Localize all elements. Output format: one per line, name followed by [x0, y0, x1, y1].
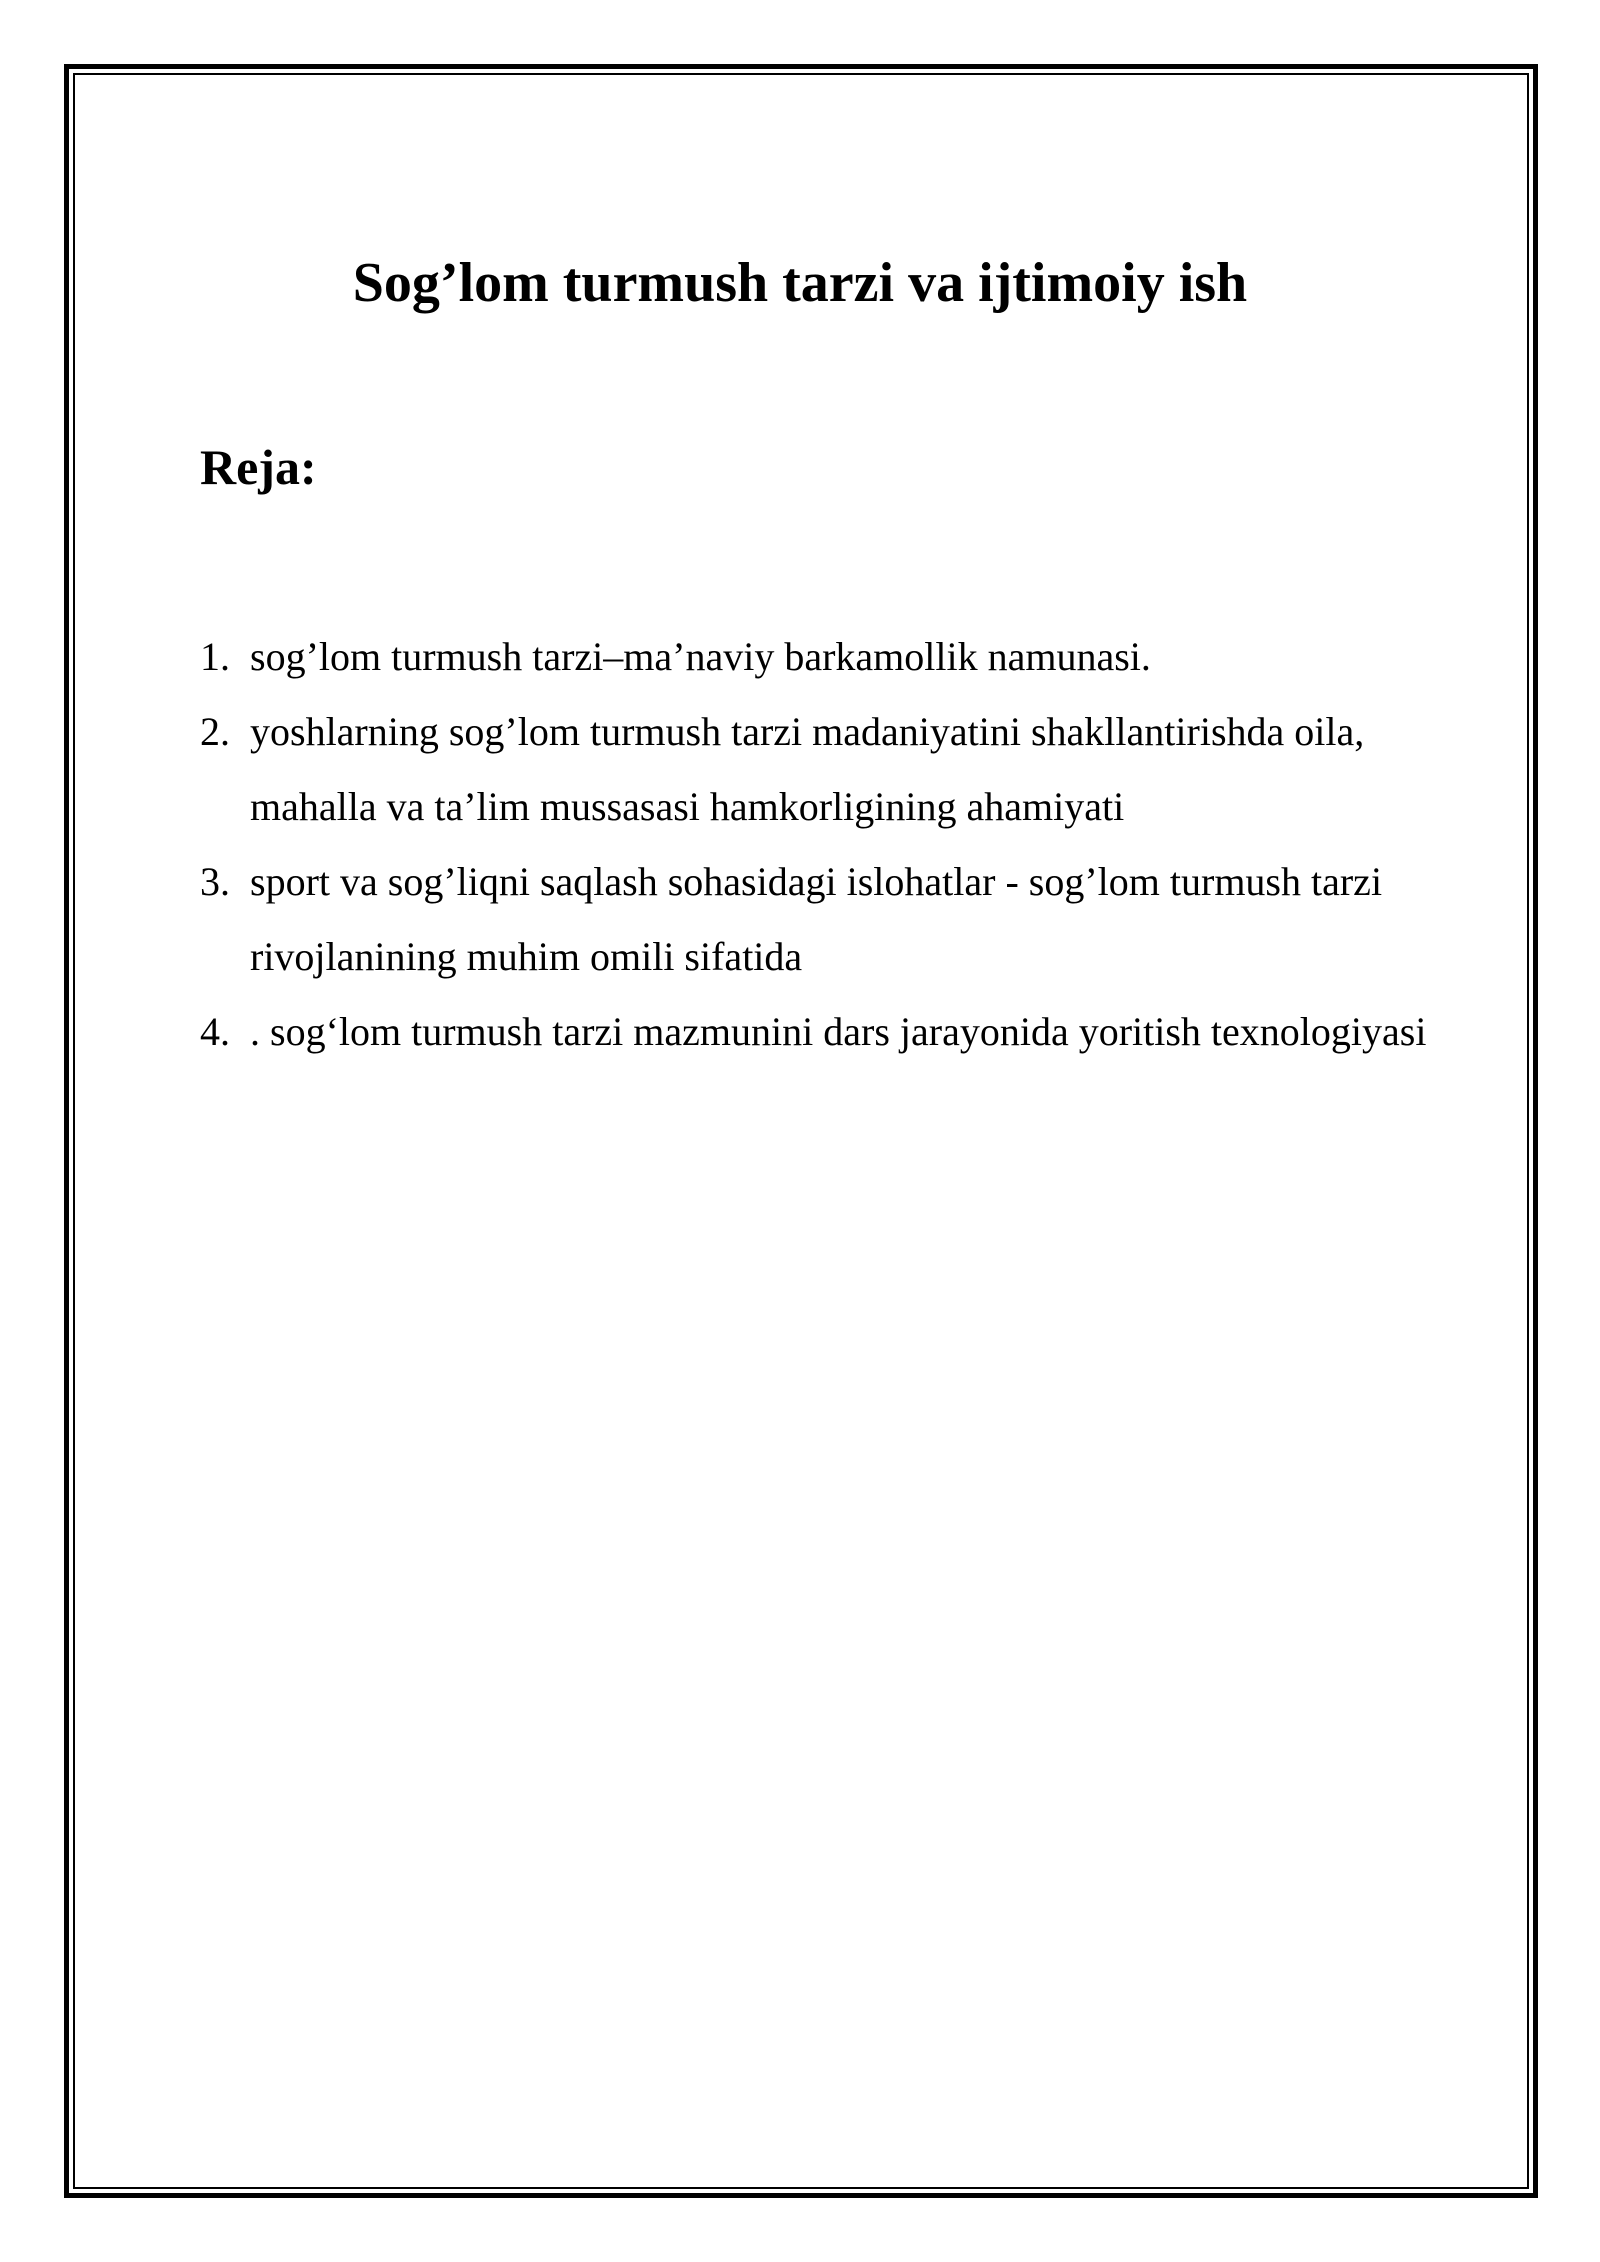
- plan-item: [200, 619, 1460, 694]
- plan-item: [200, 694, 1460, 844]
- plan-item-number: 4.: [200, 1009, 230, 1055]
- plan-list: [200, 619, 1460, 1069]
- plan-item-text: sog’lom turmush tarzi–ma’naviy barkamollik namunasi.: [250, 634, 1151, 680]
- plan-item-number: 2.: [200, 709, 230, 755]
- plan-item-text: sport va sog’liqni saqlash sohasidagi islohatlar - sog’lom turmush tarzi rivojlanining muhim omili sifatida: [250, 859, 1383, 980]
- plan-item-number: 1.: [200, 634, 230, 680]
- page-content: [200, 250, 1460, 1069]
- plan-item-number: 3.: [200, 859, 230, 905]
- document-title: Sog’lom turmush tarzi va ijtimoiy ish: [352, 252, 1248, 314]
- plan-item: [200, 844, 1460, 994]
- plan-heading: Reja:: [200, 439, 317, 496]
- plan-item-text: . sog‘lom turmush tarzi mazmunini dars jarayonida yoritish texnologiyasi: [250, 1009, 1427, 1055]
- plan-item-text: yoshlarning sog’lom turmush tarzi madaniyatini shakllantirishda oila, mahalla va ta’lim mussasasi hamkorligining ahamiyati: [250, 709, 1365, 830]
- plan-item: [200, 994, 1460, 1069]
